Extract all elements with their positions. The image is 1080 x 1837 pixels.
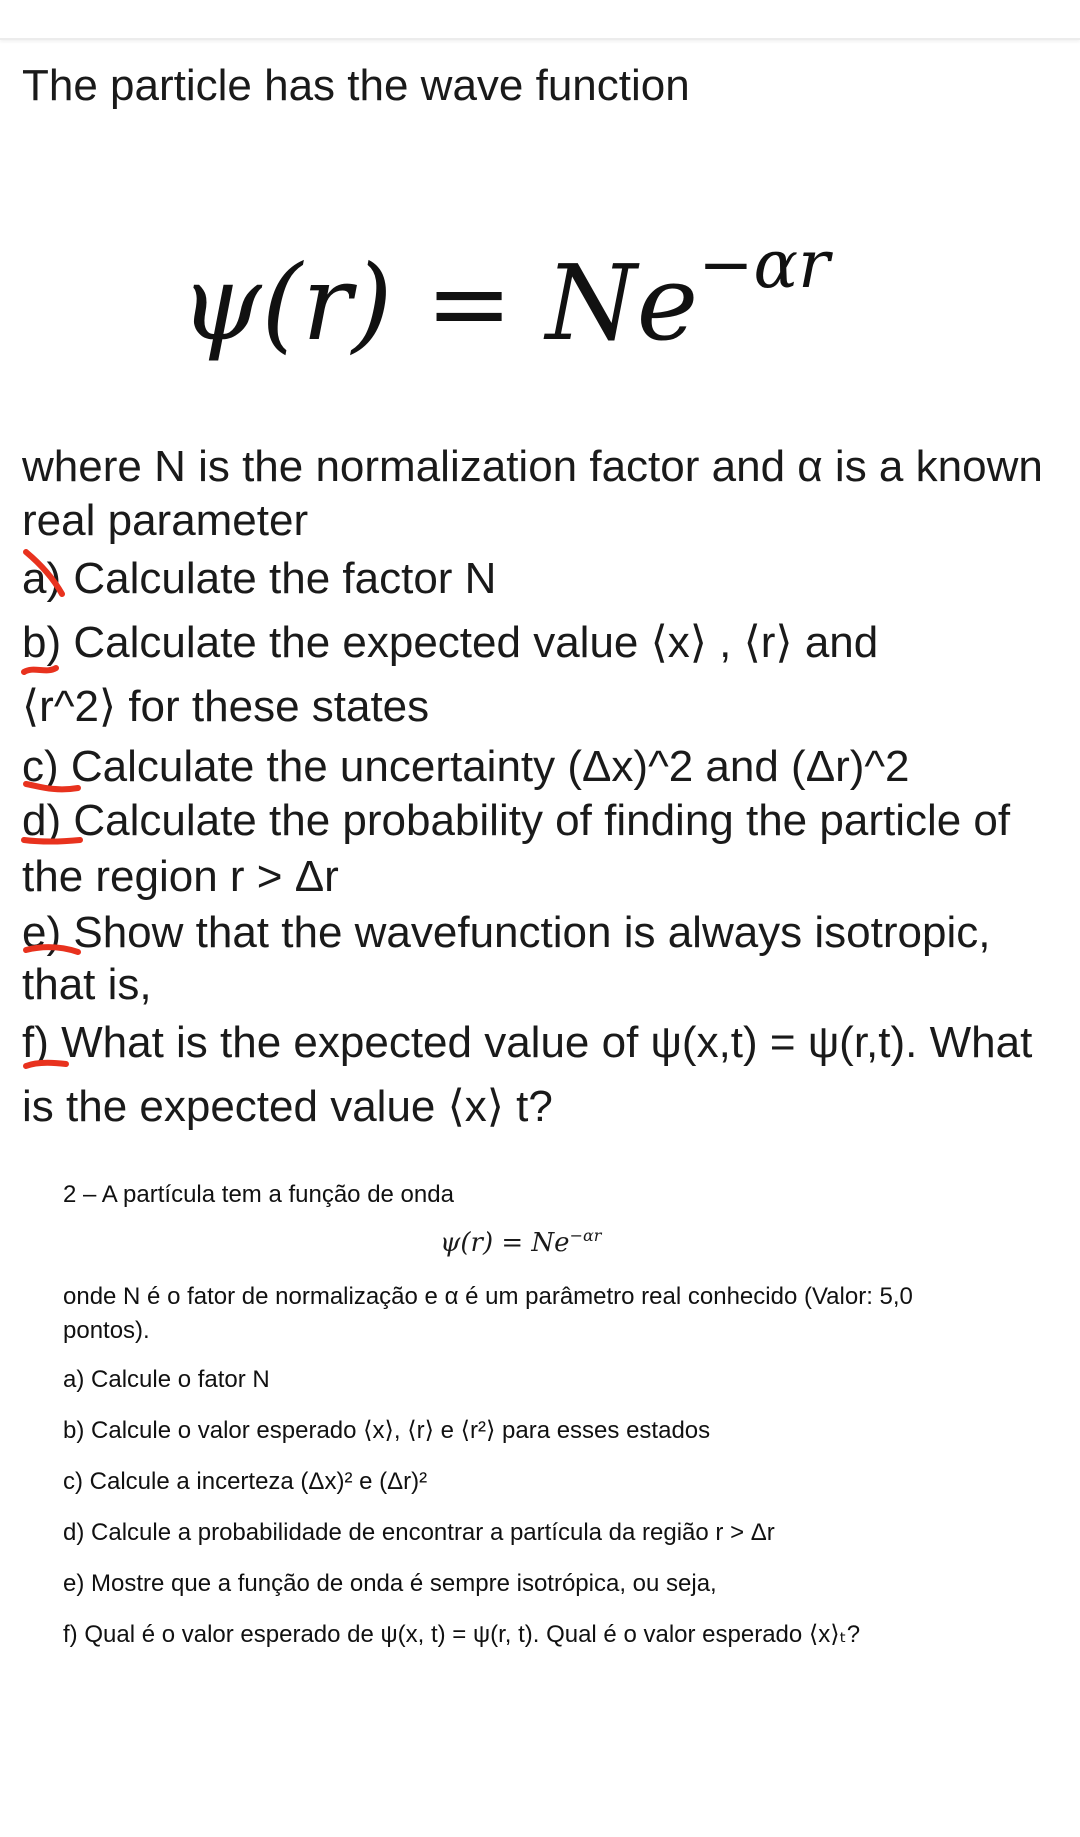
item-e-line-2: that is,: [22, 960, 152, 1009]
where-line-1: where N is the normalization factor and α is a known: [22, 442, 1043, 491]
item-c: c) Calculate the uncertainty (Δx)^2 and (Δr)^2: [22, 742, 910, 791]
item-f-line-2: is the expected value ⟨x⟩ t?: [22, 1082, 553, 1131]
equation-exponent: −αr: [698, 226, 830, 303]
where-line-2: real parameter: [22, 496, 309, 545]
pt-item-d: d) Calcule a probabilidade de encontrar a partícula da região r > Δr: [63, 1519, 775, 1546]
pt-equation-lhs: ψ(r) = Ne: [440, 1228, 570, 1258]
pt-equation-exponent: −αr: [569, 1226, 602, 1245]
item-e-line-1: e) Show that the wavefunction is always isotropic,: [22, 908, 991, 957]
red-underline-f: [22, 1054, 70, 1076]
item-a: a) Calculate the factor N: [22, 554, 497, 603]
pt-heading: 2 – A partícula tem a função de onda: [63, 1181, 454, 1208]
pt-item-f: f) Qual é o valor esperado de ψ(x, t) = ψ(r, t). Qual é o valor esperado ⟨x⟩ₜ?: [63, 1621, 861, 1648]
pt-where-line-2: pontos).: [63, 1317, 150, 1344]
pt-where-line-1: onde N é o fator de normalização e α é um parâmetro real conhecido (Valor: 5,0: [63, 1283, 913, 1310]
pt-item-c: c) Calcule a incerteza (Δx)² e (Δr)²: [63, 1468, 428, 1495]
red-tick-mark-a: [18, 548, 68, 600]
intro-text: The particle has the wave function: [22, 61, 690, 110]
pt-item-a: a) Calcule o fator N: [63, 1366, 270, 1393]
red-underline-b: [20, 660, 60, 682]
top-bar: [0, 0, 1080, 40]
pt-item-b: b) Calcule o valor esperado ⟨x⟩, ⟨r⟩ e ⟨r²⟩ para esses estados: [63, 1417, 711, 1444]
red-underline-c: [22, 776, 82, 798]
item-f-line-1: f) What is the expected value of ψ(x,t) = ψ(r,t). What: [22, 1018, 1033, 1067]
equation-lhs: ψ(r) = Ne: [180, 242, 699, 364]
red-underline-e: [22, 940, 82, 962]
red-underline-d: [20, 830, 84, 852]
item-d-line-1: d) Calculate the probability of finding the particle of: [22, 796, 1011, 845]
item-b-line-1: b) Calculate the expected value ⟨x⟩ , ⟨r⟩ and: [22, 618, 879, 667]
item-d-line-2: the region r > Δr: [22, 852, 339, 901]
wave-function-equation: [180, 200, 900, 364]
pt-item-e: e) Mostre que a função de onda é sempre isotrópica, ou seja,: [63, 1570, 717, 1597]
item-b-line-2: ⟨r^2⟩ for these states: [22, 682, 430, 731]
pt-wave-function-equation: [440, 1226, 601, 1258]
